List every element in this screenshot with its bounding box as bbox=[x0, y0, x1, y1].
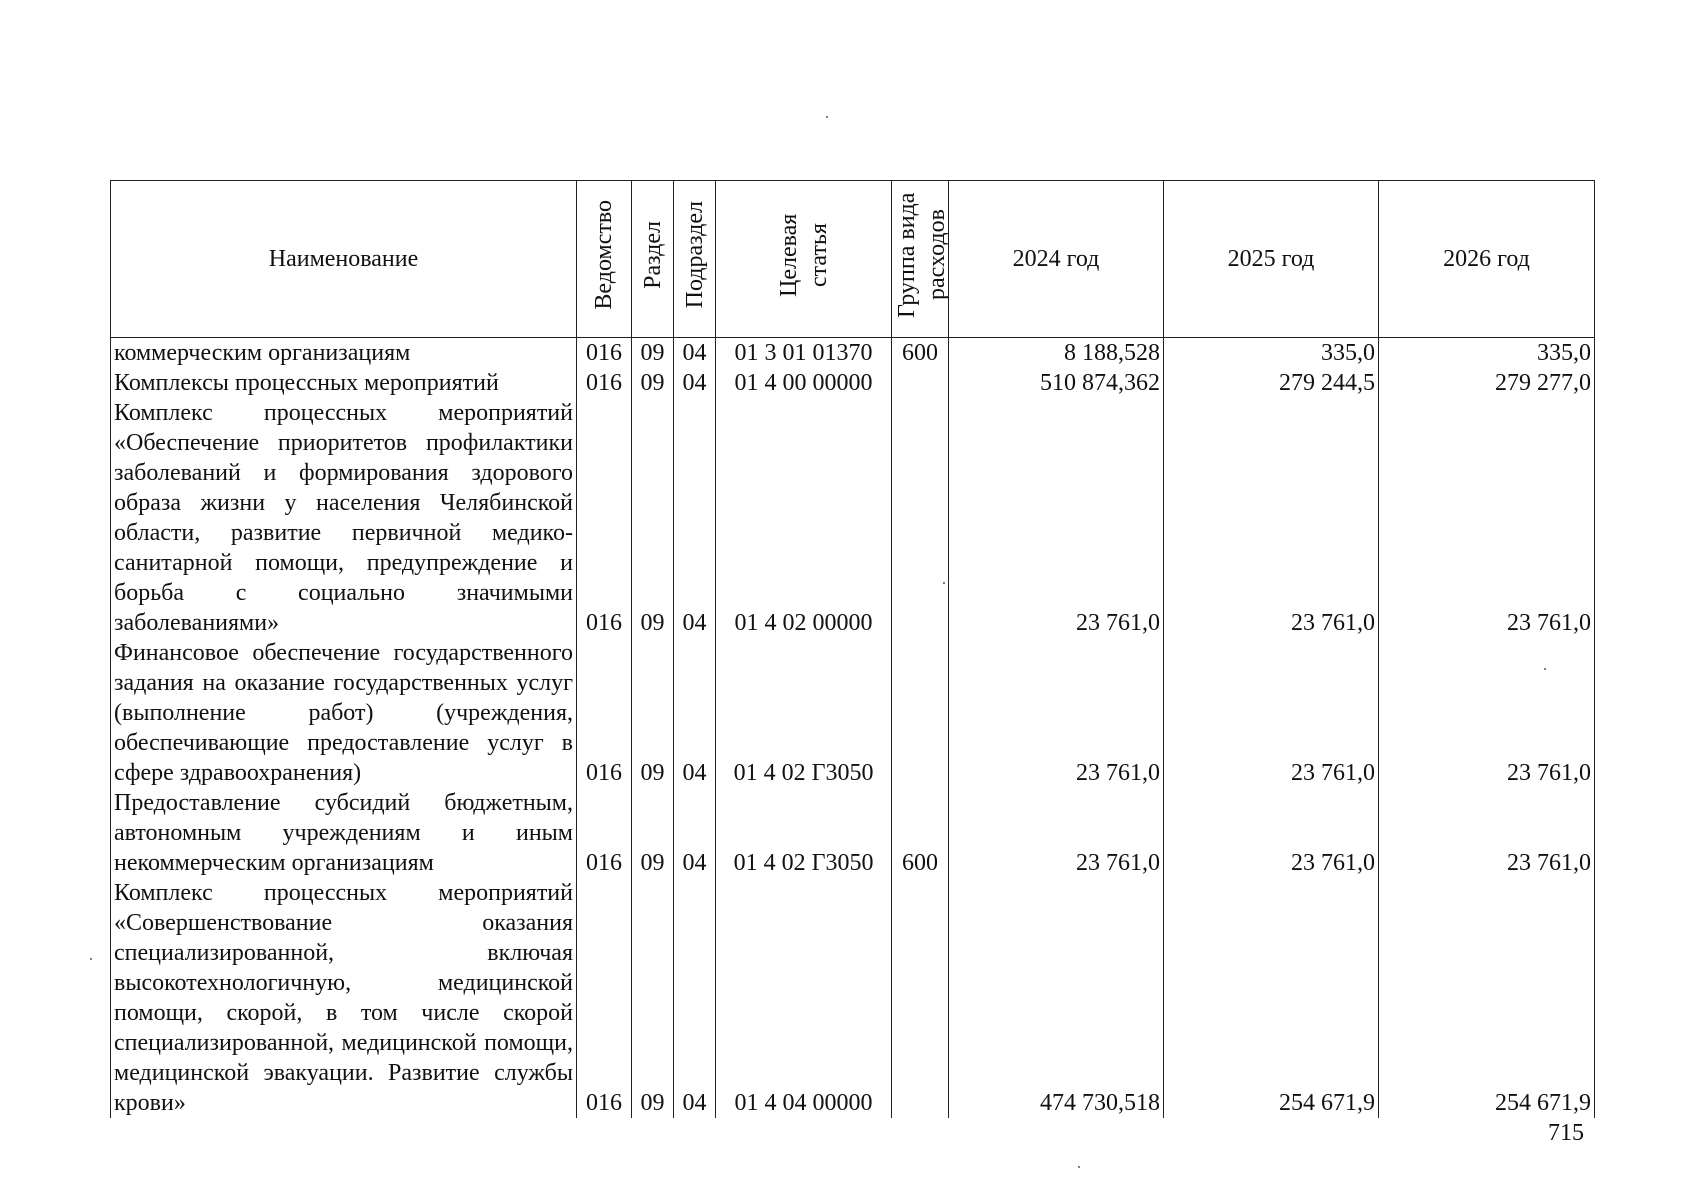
row-2025: 23 761,0 bbox=[1164, 788, 1379, 878]
row-target-item: 01 4 02 Г3050 bbox=[716, 788, 892, 878]
header-year-2025-label: 2025 год bbox=[1227, 246, 1315, 272]
header-expense-group-label: Группа вида расходов bbox=[894, 192, 950, 318]
row-target-item: 01 4 00 00000 bbox=[716, 368, 892, 398]
row-target-item: 01 4 02 Г3050 bbox=[716, 638, 892, 788]
scan-speck bbox=[826, 116, 828, 118]
row-2025: 23 761,0 bbox=[1164, 398, 1379, 638]
row-target-item: 01 3 01 01370 bbox=[716, 338, 892, 369]
row-2025: 335,0 bbox=[1164, 338, 1379, 369]
header-subsection bbox=[674, 181, 716, 338]
header-year-2025 bbox=[1164, 181, 1379, 338]
row-expense-group: 600 bbox=[892, 338, 949, 369]
row-subsection: 04 bbox=[674, 878, 716, 1118]
header-name bbox=[111, 181, 577, 338]
budget-table bbox=[110, 180, 1595, 1118]
row-section: 09 bbox=[632, 788, 674, 878]
page-number: 715 bbox=[1548, 1120, 1584, 1146]
table-header bbox=[111, 181, 1595, 338]
row-department: 016 bbox=[577, 338, 632, 369]
table-row bbox=[111, 638, 1595, 788]
header-subsection-label: Подраздел bbox=[681, 201, 708, 309]
row-name: Комплексы процессных мероприятий bbox=[111, 368, 577, 398]
row-subsection: 04 bbox=[674, 638, 716, 788]
row-expense-group bbox=[892, 368, 949, 398]
row-section: 09 bbox=[632, 338, 674, 369]
header-section bbox=[632, 181, 674, 338]
row-department: 016 bbox=[577, 788, 632, 878]
row-expense-group: 600 bbox=[892, 788, 949, 878]
table-body bbox=[111, 338, 1595, 1119]
header-name-label: Наименование bbox=[268, 246, 419, 272]
row-section: 09 bbox=[632, 368, 674, 398]
row-2024: 474 730,518 bbox=[949, 878, 1164, 1118]
scan-speck bbox=[1544, 668, 1546, 670]
row-2026: 254 671,9 bbox=[1379, 878, 1595, 1118]
row-2025: 23 761,0 bbox=[1164, 638, 1379, 788]
table-row bbox=[111, 338, 1595, 369]
scan-speck bbox=[1078, 1166, 1080, 1168]
scan-speck bbox=[90, 958, 92, 960]
row-name: Комплекс процессных мероприятий «Совершенствование оказания специализированной, включая высокотехнологичную, медицинской помощи, скорой, в том числе скорой специализированной, медицинской помощи, медицинской эвакуации. Развитие службы крови» bbox=[111, 878, 577, 1118]
header-year-2026-label: 2026 год bbox=[1443, 246, 1530, 272]
row-subsection: 04 bbox=[674, 788, 716, 878]
header-row bbox=[111, 181, 1595, 338]
row-department: 016 bbox=[577, 638, 632, 788]
header-section-label: Раздел bbox=[639, 221, 666, 289]
table-row bbox=[111, 788, 1595, 878]
row-2025: 279 244,5 bbox=[1164, 368, 1379, 398]
row-2026: 23 761,0 bbox=[1379, 638, 1595, 788]
row-section: 09 bbox=[632, 638, 674, 788]
row-department: 016 bbox=[577, 398, 632, 638]
row-2024: 510 874,362 bbox=[949, 368, 1164, 398]
row-2026: 23 761,0 bbox=[1379, 398, 1595, 638]
row-subsection: 04 bbox=[674, 368, 716, 398]
row-section: 09 bbox=[632, 398, 674, 638]
row-section: 09 bbox=[632, 878, 674, 1118]
row-target-item: 01 4 04 00000 bbox=[716, 878, 892, 1118]
header-department bbox=[577, 181, 632, 338]
row-expense-group bbox=[892, 398, 949, 638]
header-year-2024-label: 2024 год bbox=[1012, 246, 1100, 272]
row-target-item: 01 4 02 00000 bbox=[716, 398, 892, 638]
row-2024: 8 188,528 bbox=[949, 338, 1164, 369]
header-year-2026 bbox=[1379, 181, 1595, 338]
header-department-label: Ведомство bbox=[591, 200, 617, 310]
row-subsection: 04 bbox=[674, 398, 716, 638]
table-row bbox=[111, 368, 1595, 398]
row-name: Финансовое обеспечение государственного задания на оказание государственных услуг (выполнение работ) (учреждения, обеспечивающие предоставление услуг в сфере здравоохранения) bbox=[111, 638, 577, 788]
row-department: 016 bbox=[577, 368, 632, 398]
row-name: коммерческим организациям bbox=[111, 338, 577, 369]
row-2024: 23 761,0 bbox=[949, 638, 1164, 788]
row-2026: 335,0 bbox=[1379, 338, 1595, 369]
header-expense-group bbox=[892, 181, 949, 338]
header-target-item bbox=[716, 181, 892, 338]
row-expense-group bbox=[892, 878, 949, 1118]
row-name: Предоставление субсидий бюджетным, автономным учреждениям и иным некоммерческим организациям bbox=[111, 788, 577, 878]
row-2024: 23 761,0 bbox=[949, 788, 1164, 878]
row-2026: 23 761,0 bbox=[1379, 788, 1595, 878]
row-2026: 279 277,0 bbox=[1379, 368, 1595, 398]
scan-speck bbox=[943, 582, 945, 584]
row-2024: 23 761,0 bbox=[949, 398, 1164, 638]
header-year-2024 bbox=[949, 181, 1164, 338]
row-department: 016 bbox=[577, 878, 632, 1118]
row-subsection: 04 bbox=[674, 338, 716, 369]
row-expense-group bbox=[892, 638, 949, 788]
table-row bbox=[111, 398, 1595, 638]
header-target-item-label: Целевая статья bbox=[775, 213, 832, 297]
table-row bbox=[111, 878, 1595, 1118]
row-name: Комплекс процессных мероприятий «Обеспечение приоритетов профилактики заболеваний и формирования здорового образа жизни у населения Челябинской области, развитие первичной медико-санитарной помощи, предупреждение и борьба с социально значимыми заболеваниями» bbox=[111, 398, 577, 638]
row-2025: 254 671,9 bbox=[1164, 878, 1379, 1118]
